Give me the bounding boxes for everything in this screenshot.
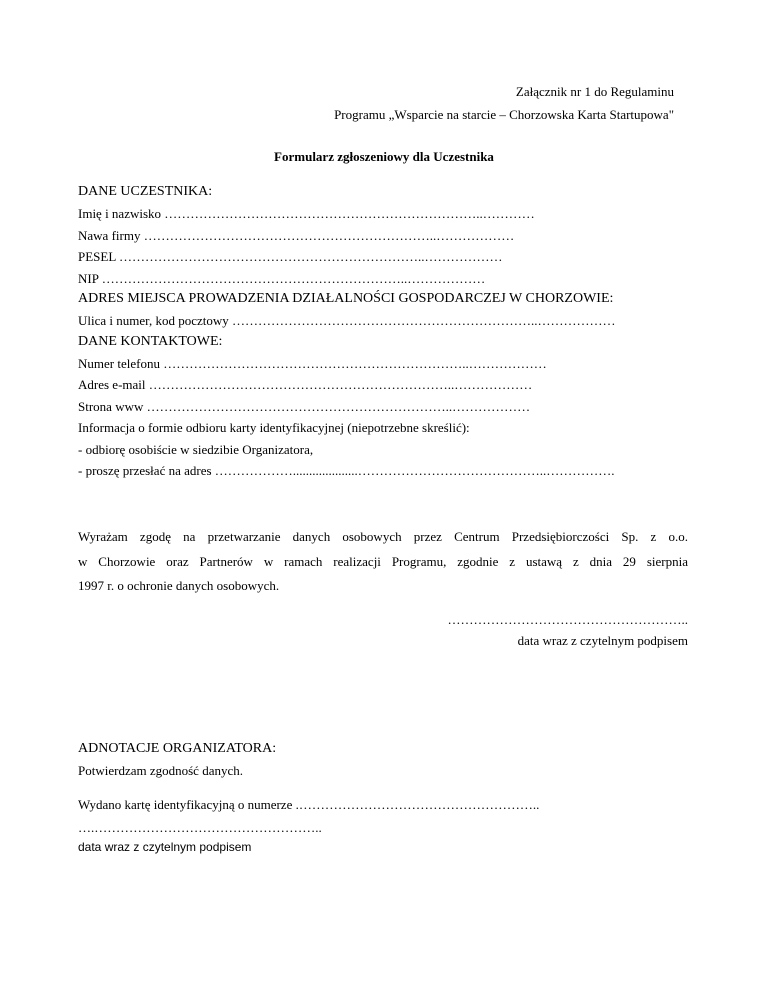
card-number-field: Wydano kartę identyfikacyjną o numerze .……………………………………………….. bbox=[78, 797, 540, 812]
website-field: Strona www ……………………………………………………………..……………… bbox=[78, 399, 531, 414]
card-option-mail: - proszę przesłać na adres ………………....................……………………………………..……………. bbox=[78, 463, 615, 478]
name-field: Imię i nazwisko ………………………………………………………………..………… bbox=[78, 206, 535, 221]
organizer-confirmation: Potwierdzam zgodność danych. bbox=[78, 763, 243, 778]
pesel-field: PESEL ……………………………………………………………..……………… bbox=[78, 249, 503, 264]
card-info: Informacja o formie odbioru karty identyfikacyjnej (niepotrzebne skreślić): bbox=[78, 420, 470, 435]
signature-label: data wraz z czytelnym podpisem bbox=[517, 633, 688, 648]
consent-line-1: Wyrażam zgodę na przetwarzanie danych osobowych przez Centrum Przedsiębiorczości Sp. z o.o. bbox=[78, 529, 688, 544]
signature-dots: ……………………………………………….. bbox=[447, 612, 688, 627]
form-title: Formularz zgłoszeniowy dla Uczestnika bbox=[274, 149, 494, 164]
card-option-pickup: - odbiorę osobiście w siedzibie Organizatora, bbox=[78, 442, 314, 457]
address-heading: ADRES MIEJSCA PROWADZENIA DZIAŁALNOŚCI GOSPODARCZEJ W CHORZOWIE: bbox=[78, 291, 614, 306]
program-name: Programu „Wsparcie na starcie – Chorzowska Karta Startupowa" bbox=[334, 107, 674, 122]
phone-field: Numer telefonu ……………………………………………………………..……………… bbox=[78, 356, 547, 371]
nip-field: NIP ……………………………………………………………..……………… bbox=[78, 271, 486, 286]
participant-heading: DANE UCZESTNIKA: bbox=[78, 184, 213, 199]
attachment-label: Załącznik nr 1 do Regulaminu bbox=[515, 84, 674, 99]
street-field: Ulica i numer, kod pocztowy ……………………………………………………………..……………… bbox=[78, 313, 616, 328]
consent-line-2: w Chorzowie oraz Partnerów w ramach realizacji Programu, zgodnie z ustawą z dnia 29 sierpnia bbox=[78, 554, 688, 569]
email-field: Adres e-mail ……………………………………………………………..……………… bbox=[78, 377, 533, 392]
consent-line-3: 1997 r. o ochronie danych osobowych. bbox=[78, 578, 280, 593]
organizer-signature-dots: ….…………………………………………….. bbox=[78, 820, 322, 835]
organizer-signature-label: data wraz z czytelnym podpisem bbox=[78, 840, 252, 854]
organizer-heading: ADNOTACJE ORGANIZATORA: bbox=[78, 741, 277, 756]
company-field: Nawa firmy …………………………………………………………..……………… bbox=[78, 228, 515, 243]
contact-heading: DANE KONTAKTOWE: bbox=[78, 334, 223, 349]
